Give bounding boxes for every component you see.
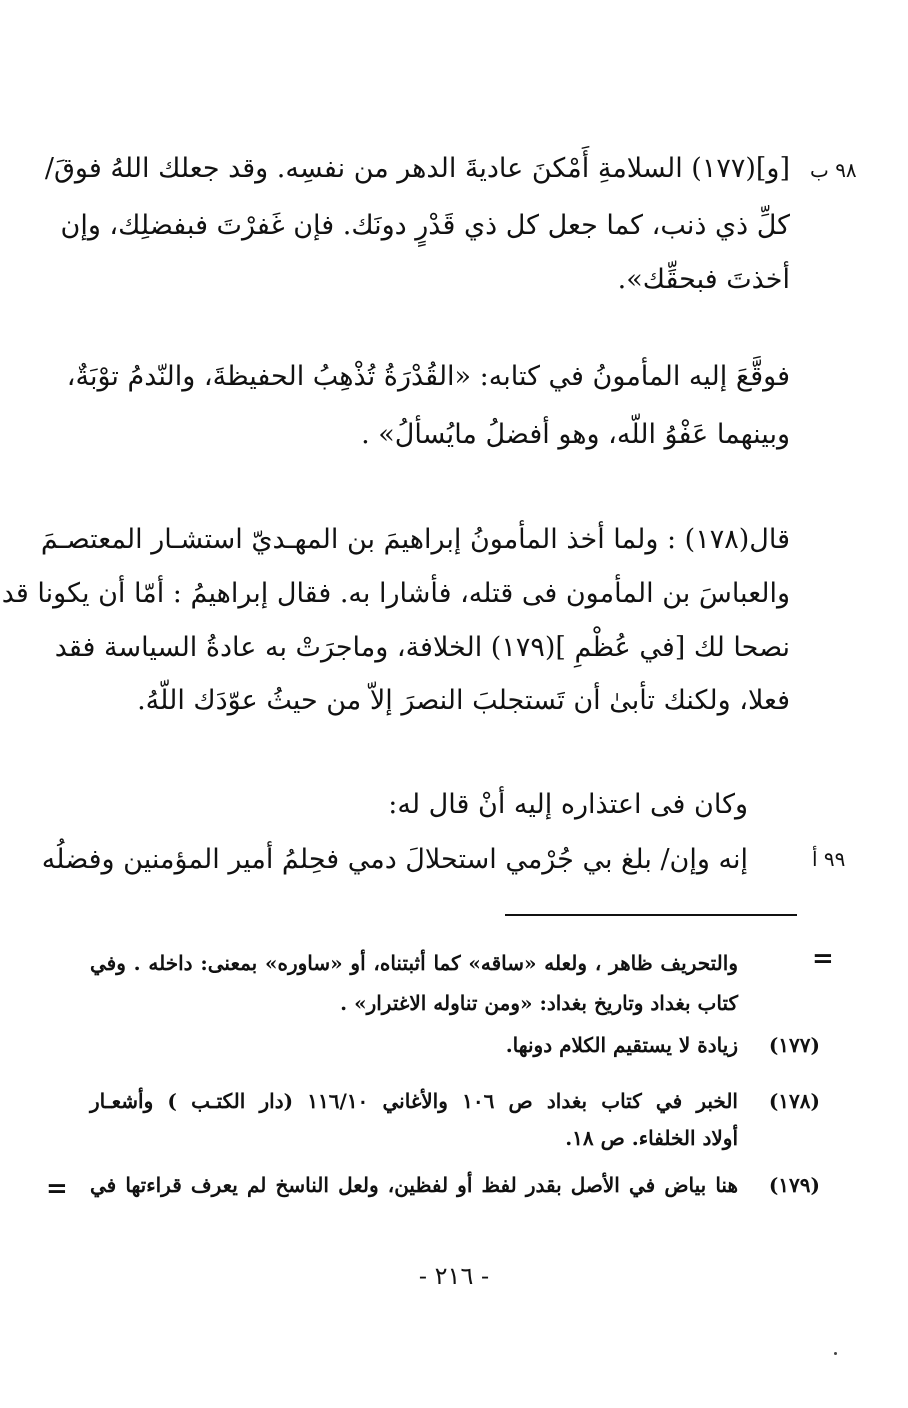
- body-line: وبينهما عَفْوُ اللّه، وهو أفضلُ مايُسألُ» .: [361, 419, 790, 450]
- folio-note-98b: ٩٨ ب: [810, 158, 857, 182]
- body-line: نصحا لك [في عُظْمِ ](١٧٩) الخلافة، وماجرَتْ به عادةُ السياسة فقد: [54, 632, 790, 663]
- footnote-line: كتاب بغداد وتاريخ بغداد: «ومن تناوله الاغترار» .: [340, 991, 738, 1015]
- footnote-number: (١٧٩): [768, 1173, 820, 1197]
- footnote-line: هنا بياض في الأصل بقدر لفظ أو لفظين، ولعل الناسخ لم يعرف قراءتها في: [90, 1173, 738, 1197]
- body-line: فعلا، ولكنك تأبىٰ أن تَستجلبَ النصرَ إلاّ من حيثُ عوّدَك اللّهُ.: [137, 685, 790, 716]
- footnote-separator: [505, 914, 797, 916]
- body-line: فوقَّعَ إليه المأمونُ في كتابه: «القُدْرَةُ تُذْهِبُ الحفيظةَ، والنّدمُ توْبَةٌ،: [66, 361, 790, 392]
- body-line: والعباسَ بن المأمون فى قتله، فأشارا به. فقال إبراهيمُ : أمّا أن يكونا قد: [1, 578, 790, 609]
- footnote-number: (١٧٨): [768, 1089, 820, 1113]
- body-line: إنه وإن/ بلغ بي جُرْمي استحلالَ دمي فحِلمُ أمير المؤمنين وفضلُه: [41, 844, 748, 875]
- page-number: - ٢١٦ -: [418, 1262, 490, 1290]
- body-line: قال(١٧٨) : ولما أخذ المأمونُ إبراهيمَ بن المهـديّ استشـار المعتصـمَ: [40, 524, 790, 555]
- body-line: [و](١٧٧) السلامةِ أَمْكنَ عاديةَ الدهر من نفسِه. وقد جعلك اللهُ فوقَ/: [44, 153, 790, 184]
- footnote-line: أولاد الخلفاء. ص ١٨.: [565, 1126, 738, 1150]
- scan-speck: [834, 1352, 837, 1355]
- footnote-number: (١٧٧): [768, 1033, 820, 1057]
- body-line: كلِّ ذي ذنب، كما جعل كل ذي قَدْرٍ دونَك. فإن غَفرْتَ فبفضلِك، وإن: [60, 210, 790, 241]
- footnote-line: زيادة لا يستقيم الكلام دونها.: [505, 1033, 738, 1057]
- body-line: أخذتَ فبحقِّك».: [617, 264, 790, 295]
- footnote-continued-mark: =: [812, 944, 834, 974]
- footnote-line: الخبر في كتاب بغداد ص ١٠٦ والأغاني ١١٦/١٠ (دار الكتـب ) وأشعـار: [90, 1089, 738, 1113]
- body-line: وكان فى اعتذاره إليه أنْ قال له:: [388, 789, 748, 820]
- footnote-line: والتحريف ظاهر ، ولعله «ساقه» كما أثبتناه، أو «ساوره» بمعنى: داخله . وفي: [90, 951, 738, 975]
- footnote-continues-mark: =: [46, 1174, 68, 1204]
- folio-note-99a: ٩٩ أ: [812, 847, 846, 871]
